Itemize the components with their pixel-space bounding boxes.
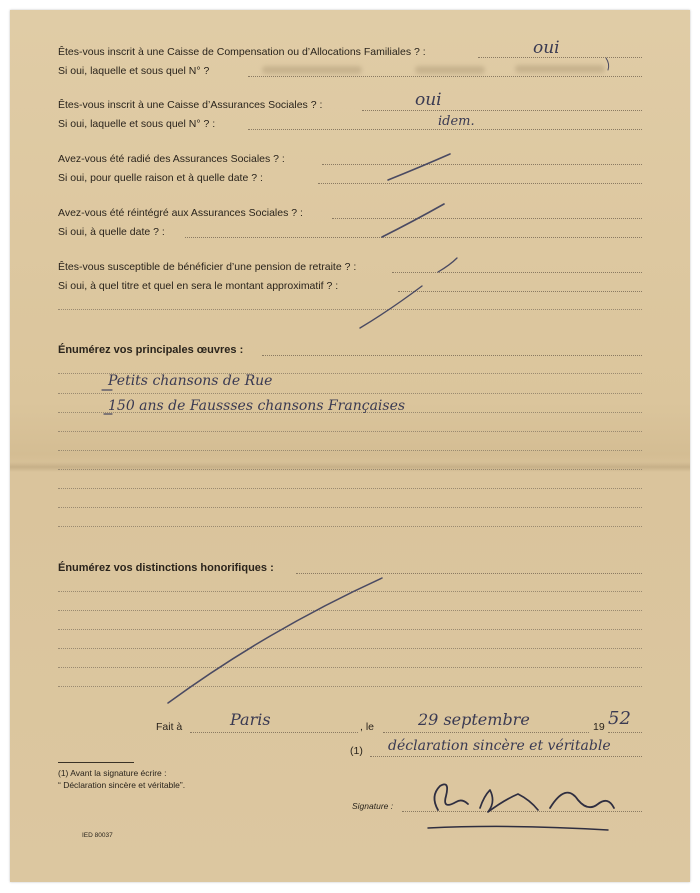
form-code: IED 80037 xyxy=(82,832,113,839)
note-marker: (1) xyxy=(350,745,363,757)
declaration: déclaration sincère et véritable xyxy=(388,738,611,754)
works-heading: Énumérez vos principales œuvres : xyxy=(58,344,244,356)
dash-stroke xyxy=(360,286,422,328)
answer-4: idem. xyxy=(438,114,475,129)
fait-label: Fait à xyxy=(156,721,183,733)
signature xyxy=(428,784,614,830)
work-item-1: Petits chansons de Rue xyxy=(108,373,273,389)
answer-3: oui xyxy=(415,90,442,110)
year-suffix: 52 xyxy=(608,708,631,729)
date: 29 septembre xyxy=(418,710,530,729)
note-line-1: (1) Avant la signature écrire : xyxy=(58,768,167,778)
distinctions-heading: Énumérez vos distinctions honorifiques : xyxy=(58,562,274,574)
le-label: , le xyxy=(360,721,375,733)
place: Paris xyxy=(230,710,271,729)
pen-strokes xyxy=(10,10,690,882)
question-3: Êtes-vous inscrit à une Caisse d’Assurances Sociales ? : xyxy=(58,99,323,111)
question-8: Si oui, à quelle date ? : xyxy=(58,226,165,238)
diagonal-cancel-stroke xyxy=(168,578,382,703)
signature-label: Signature : xyxy=(352,801,394,811)
question-4: Si oui, laquelle et sous quel N° ? : xyxy=(58,118,216,130)
form-sheet xyxy=(10,10,690,882)
note-line-2: “ Déclaration sincère et véritable”. xyxy=(58,780,186,790)
question-1: Êtes-vous inscrit à une Caisse de Compensation ou d’Allocations Familiales ? : xyxy=(58,46,426,58)
question-10: Si oui, à quel titre et quel en sera le montant approximatif ? : xyxy=(58,280,339,292)
question-2: Si oui, laquelle et sous quel N° ? xyxy=(58,65,210,77)
question-5: Avez-vous été radié des Assurances Sociales ? : xyxy=(58,153,285,165)
question-7: Avez-vous été réintégré aux Assurances Sociales ? : xyxy=(58,207,303,219)
dash-stroke xyxy=(388,154,450,180)
year-prefix: 19 xyxy=(593,721,605,733)
tick-stroke xyxy=(606,58,609,70)
question-9: Êtes-vous susceptible de bénéficier d’une pension de retraite ? : xyxy=(58,261,357,273)
dash-stroke xyxy=(382,204,444,237)
dash-stroke xyxy=(438,258,457,272)
question-6: Si oui, pour quelle raison et à quelle date ? : xyxy=(58,172,263,184)
work-item-2: 150 ans de Faussses chansons Françaises xyxy=(108,398,406,414)
answer-1: oui xyxy=(533,38,560,58)
